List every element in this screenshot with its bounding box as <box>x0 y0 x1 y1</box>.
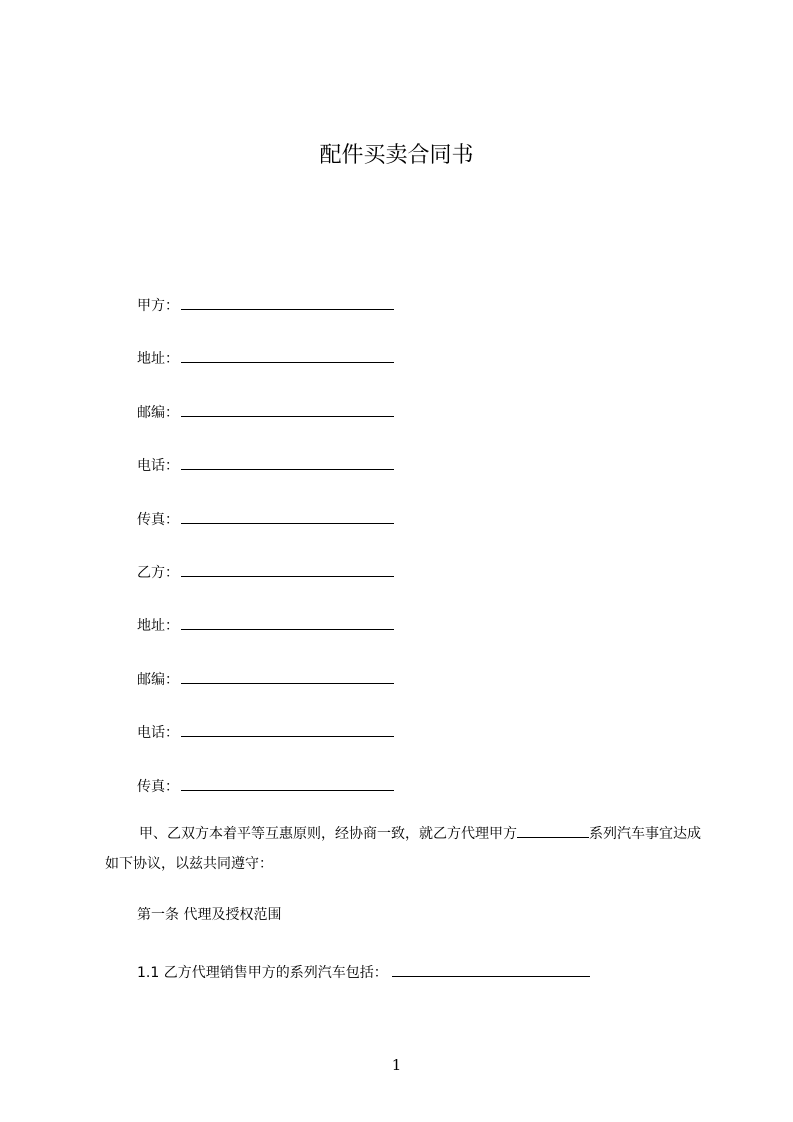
party-b-address-label: 地址： <box>137 618 179 634</box>
party-a-address-label: 地址： <box>137 351 179 367</box>
party-b-address-blank[interactable] <box>181 611 394 630</box>
document-title: 配件买卖合同书 <box>319 143 474 168</box>
party-a-phone-field <box>137 451 394 476</box>
party-a-postcode-label: 邮编： <box>137 405 179 421</box>
party-a-address-blank[interactable] <box>181 344 394 363</box>
party-b-label: 乙方： <box>137 565 179 581</box>
party-b-fax-label: 传真： <box>137 779 179 795</box>
party-b-postcode-label: 邮编： <box>137 672 179 688</box>
party-a-fax-label: 传真： <box>137 512 179 528</box>
party-b-field <box>137 558 394 583</box>
party-a-phone-blank[interactable] <box>181 451 394 470</box>
party-a-fax-field <box>137 505 394 530</box>
intro-text-after: 系列汽车事宜达成如下协议，以兹共同遵守： <box>105 826 701 872</box>
clause-1-1-blank[interactable] <box>392 958 590 977</box>
party-a-blank[interactable] <box>181 291 394 310</box>
party-b-blank[interactable] <box>181 558 394 577</box>
party-a-label: 甲方： <box>137 298 179 314</box>
party-a-phone-label: 电话： <box>137 458 179 474</box>
party-a-address-field <box>137 344 394 369</box>
party-a-postcode-blank[interactable] <box>181 398 394 417</box>
clause-1-1 <box>137 958 590 983</box>
party-b-phone-field <box>137 718 394 743</box>
intro-text-before: 甲、乙双方本着平等互惠原则，经协商一致，就乙方代理甲方 <box>139 826 517 842</box>
party-b-address-field <box>137 611 394 636</box>
party-b-phone-label: 电话： <box>137 725 179 741</box>
party-b-postcode-field <box>137 665 394 690</box>
page-number: 1 <box>391 1056 402 1074</box>
clause-1-1-text: 1.1 乙方代理销售甲方的系列汽车包括： <box>137 965 388 981</box>
article-1-heading: 第一条 代理及授权范围 <box>137 907 282 923</box>
car-series-blank[interactable] <box>517 821 589 838</box>
intro-paragraph <box>105 819 705 879</box>
party-b-fax-blank[interactable] <box>181 772 394 791</box>
party-a-postcode-field <box>137 398 394 423</box>
party-a-fax-blank[interactable] <box>181 505 394 524</box>
party-b-postcode-blank[interactable] <box>181 665 394 684</box>
party-b-fax-field <box>137 772 394 797</box>
party-a-field <box>137 291 394 316</box>
party-b-phone-blank[interactable] <box>181 718 394 737</box>
